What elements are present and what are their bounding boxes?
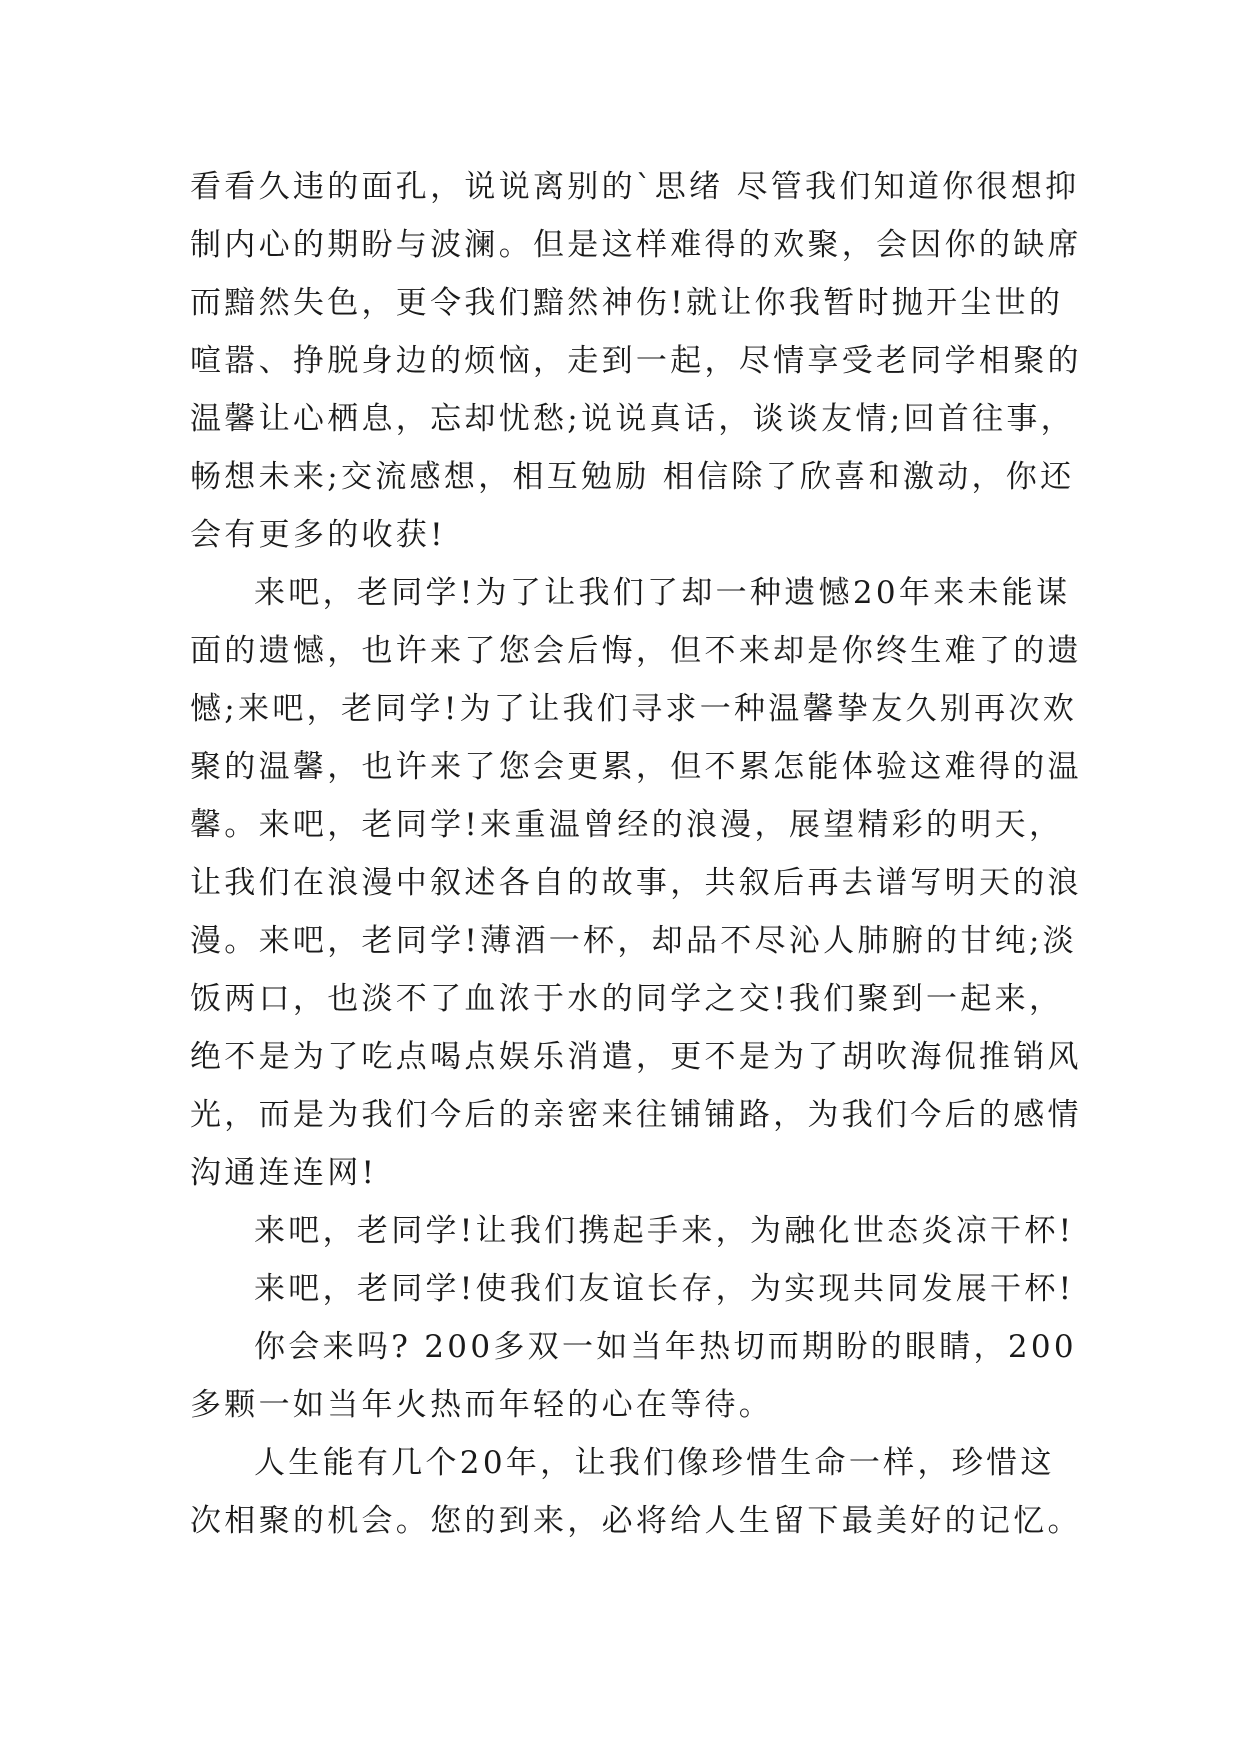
paragraph-4 bbox=[190, 1260, 1075, 1318]
text-line: 来吧，老同学!为了让我们了却一种遗憾20年来未能谋 bbox=[254, 575, 1071, 611]
document-body bbox=[190, 158, 1082, 1550]
text-line: 会有更多的收获! bbox=[190, 517, 446, 553]
text-line: 而黯然失色，更令我们黯然神伤!就让你我暂时抛开尘世的 bbox=[190, 285, 1064, 321]
text-line: 饭两口，也淡不了血浓于水的同学之交!我们聚到一起来， bbox=[190, 981, 1064, 1017]
text-line: 憾;来吧，老同学!为了让我们寻求一种温馨挚友久别再次欢 bbox=[190, 691, 1077, 727]
text-line: 次相聚的机会。您的到来，必将给人生留下最美好的记忆。 bbox=[190, 1503, 1082, 1539]
paragraph-1 bbox=[190, 158, 1082, 564]
paragraph-5 bbox=[190, 1318, 1077, 1434]
text-line: 人生能有几个20年，让我们像珍惜生命一样，珍惜这 bbox=[254, 1445, 1055, 1481]
text-line: 面的遗憾，也许来了您会后悔，但不来却是你终生难了的遗 bbox=[190, 633, 1082, 669]
text-line: 制内心的期盼与波澜。但是这样难得的欢聚，会因你的缺席 bbox=[190, 227, 1082, 263]
text-line: 聚的温馨，也许来了您会更累，但不累怎能体验这难得的温 bbox=[190, 749, 1082, 785]
text-line: 来吧，老同学!让我们携起手来，为融化世态炎凉干杯! bbox=[254, 1213, 1075, 1249]
text-line: 沟通连连网! bbox=[190, 1155, 378, 1191]
text-line: 绝不是为了吃点喝点娱乐消遣，更不是为了胡吹海侃推销风 bbox=[190, 1039, 1082, 1075]
text-line: 让我们在浪漫中叙述各自的故事，共叙后再去谱写明天的浪 bbox=[190, 865, 1082, 901]
text-line: 多颗一如当年火热而年轻的心在等待。 bbox=[190, 1387, 774, 1423]
text-line: 喧嚣、挣脱身边的烦恼，走到一起，尽情享受老同学相聚的 bbox=[190, 343, 1082, 379]
text-line: 来吧，老同学!使我们友谊长存，为实现共同发展干杯! bbox=[254, 1271, 1075, 1307]
paragraph-3 bbox=[190, 1202, 1075, 1260]
text-line: 看看久违的面孔，说说离别的`思绪 尽管我们知道你很想抑 bbox=[190, 169, 1080, 205]
text-line: 畅想未来;交流感想，相互勉励 相信除了欣喜和激动，你还 bbox=[190, 459, 1075, 495]
paragraph-2 bbox=[190, 564, 1082, 1202]
text-line: 光，而是为我们今后的亲密来往铺铺路，为我们今后的感情 bbox=[190, 1097, 1082, 1133]
text-line: 温馨让心栖息，忘却忧愁;说说真话，谈谈友情;回首往事， bbox=[190, 401, 1075, 437]
text-line: 漫。来吧，老同学!薄酒一杯，却品不尽沁人肺腑的甘纯;淡 bbox=[190, 923, 1077, 959]
paragraph-6 bbox=[190, 1434, 1082, 1550]
text-line: 你会来吗? 200多双一如当年热切而期盼的眼睛，200 bbox=[254, 1329, 1077, 1365]
text-line: 馨。来吧，老同学!来重温曾经的浪漫，展望精彩的明天， bbox=[190, 807, 1064, 843]
